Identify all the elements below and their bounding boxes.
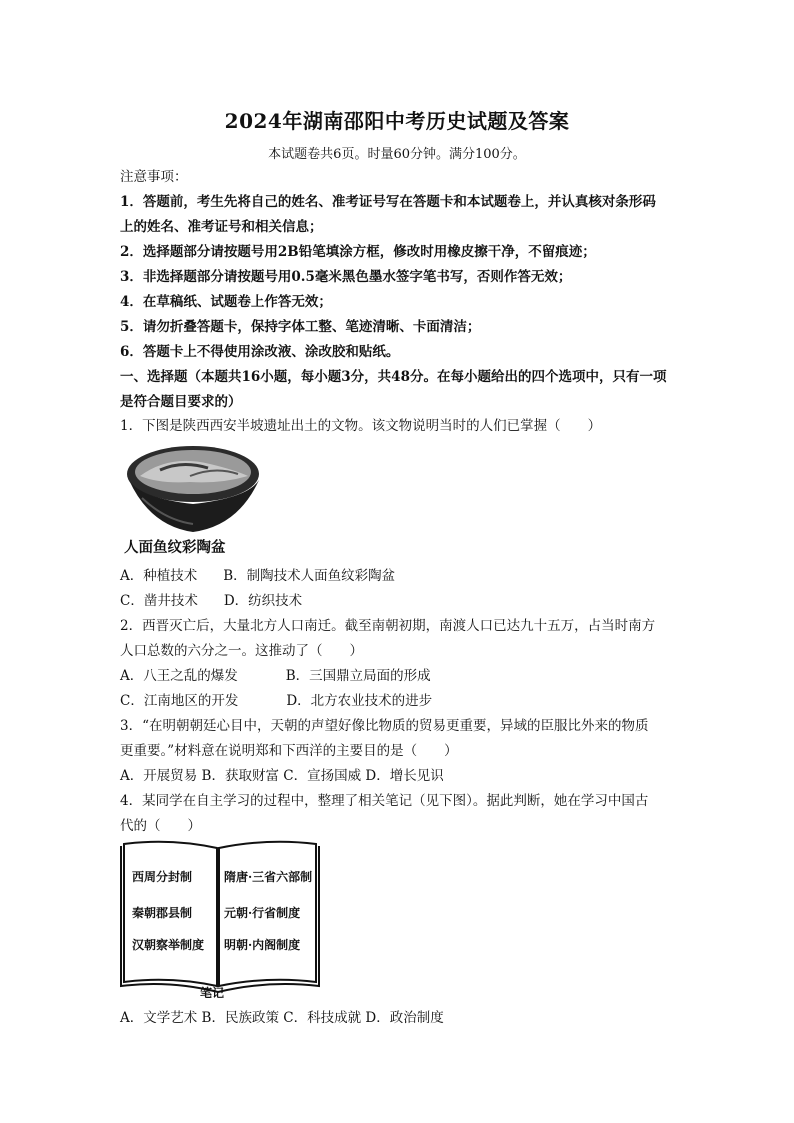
q2-option-a[interactable]: A．八王之乱的爆发 — [120, 668, 238, 684]
note-right-3: 明朝·内阁制度 — [224, 938, 301, 952]
q2-stem-cont: 人口总数的六分之一。这推动了（ ） — [120, 643, 363, 659]
q4-stem: 4．某同学在自主学习的过程中，整理了相关笔记（见下图）。据此判断，她在学习中国古 — [120, 793, 649, 809]
notice-item-3: 3．非选择题部分请按题号用0.5毫米黑色墨水签字笔书写，否则作答无效； — [120, 269, 572, 285]
q1-options-row2 — [120, 591, 302, 611]
exam-info: 本试题卷共6页。时量60分钟。满分100分。 — [268, 147, 526, 162]
notice-item-2: 2．选择题部分请按题号用2B铅笔填涂方框，修改时用橡皮擦干净，不留痕迹； — [120, 244, 596, 260]
q4-stem-cont: 代的（ ） — [120, 818, 201, 834]
notice-item-4: 4．在草稿纸、试题卷上作答无效； — [120, 294, 332, 310]
q1-option-b[interactable]: B．制陶技术人面鱼纹彩陶盆 — [223, 568, 396, 584]
note-left-2: 秦朝郡县制 — [132, 906, 193, 920]
q2-option-d[interactable]: D．北方农业技术的进步 — [286, 693, 433, 709]
q2-options-row2 — [120, 691, 432, 711]
notice-item-6: 6．答题卡上不得使用涂改液、涂改胶和贴纸。 — [120, 344, 400, 360]
q3-stem-cont: 更重要。”材料意在说明郑和下西洋的主要目的是（ ） — [120, 743, 458, 759]
q2-stem: 2．西晋灭亡后，大量北方人口南迁。截至南朝初期，南渡人口已达九十五万，占当时南方 — [120, 618, 656, 634]
painted-pottery-basin-figure — [120, 440, 270, 560]
q3-options[interactable]: A．开展贸易 B．获取财富 C．宣扬国威 D．增长见识 — [120, 768, 444, 784]
section-heading: 一、选择题（本题共16小题，每小题3分，共48分。在每小题给出的四个选项中，只有一项 — [120, 369, 667, 385]
q1-stem: 1．下图是陕西西安半坡遗址出土的文物。该文物说明当时的人们已掌握（ ） — [120, 418, 602, 434]
notice-heading: 注意事项： — [120, 169, 188, 185]
study-notes-figure — [118, 836, 323, 998]
q1-option-c[interactable]: C．凿井技术 — [120, 593, 198, 609]
q1-options-row1 — [120, 566, 395, 586]
page-title: 2024年湖南邵阳中考历史试题及答案 — [224, 109, 570, 133]
q3-stem: 3．“在明朝朝廷心目中，天朝的声望好像比物质的贸易更重要，异域的臣服比外来的物质 — [120, 718, 649, 734]
section-heading-cont: 是符合题目要求的） — [120, 394, 242, 410]
q2-option-c[interactable]: C．江南地区的开发 — [120, 693, 239, 709]
figure-caption-notes: 笔记 — [200, 986, 225, 998]
notice-item-1-cont: 上的姓名、准考证号和相关信息； — [120, 219, 323, 235]
notice-item-1: 1．答题前，考生先将自己的姓名、准考证号写在答题卡和本试题卷上，并认真核对条形码 — [120, 194, 656, 210]
q2-options-row1 — [120, 666, 431, 686]
figure-caption-bowl: 人面鱼纹彩陶盆 — [124, 540, 226, 556]
note-right-2: 元朝·行省制度 — [224, 906, 301, 920]
q1-option-d[interactable]: D．纺织技术 — [223, 593, 303, 609]
note-left-3: 汉朝察举制度 — [132, 938, 205, 952]
q4-options[interactable]: A．文学艺术 B．民族政策 C．科技成就 D．政治制度 — [120, 1010, 444, 1026]
note-right-1: 隋唐·三省六部制 — [224, 870, 313, 884]
q2-option-b[interactable]: B．三国鼎立局面的形成 — [285, 668, 431, 684]
q1-option-a[interactable]: A．种植技术 — [120, 568, 198, 584]
note-left-1: 西周分封制 — [132, 870, 193, 884]
notice-item-5: 5．请勿折叠答题卡，保持字体工整、笔迹清晰、卡面清洁； — [120, 319, 481, 335]
